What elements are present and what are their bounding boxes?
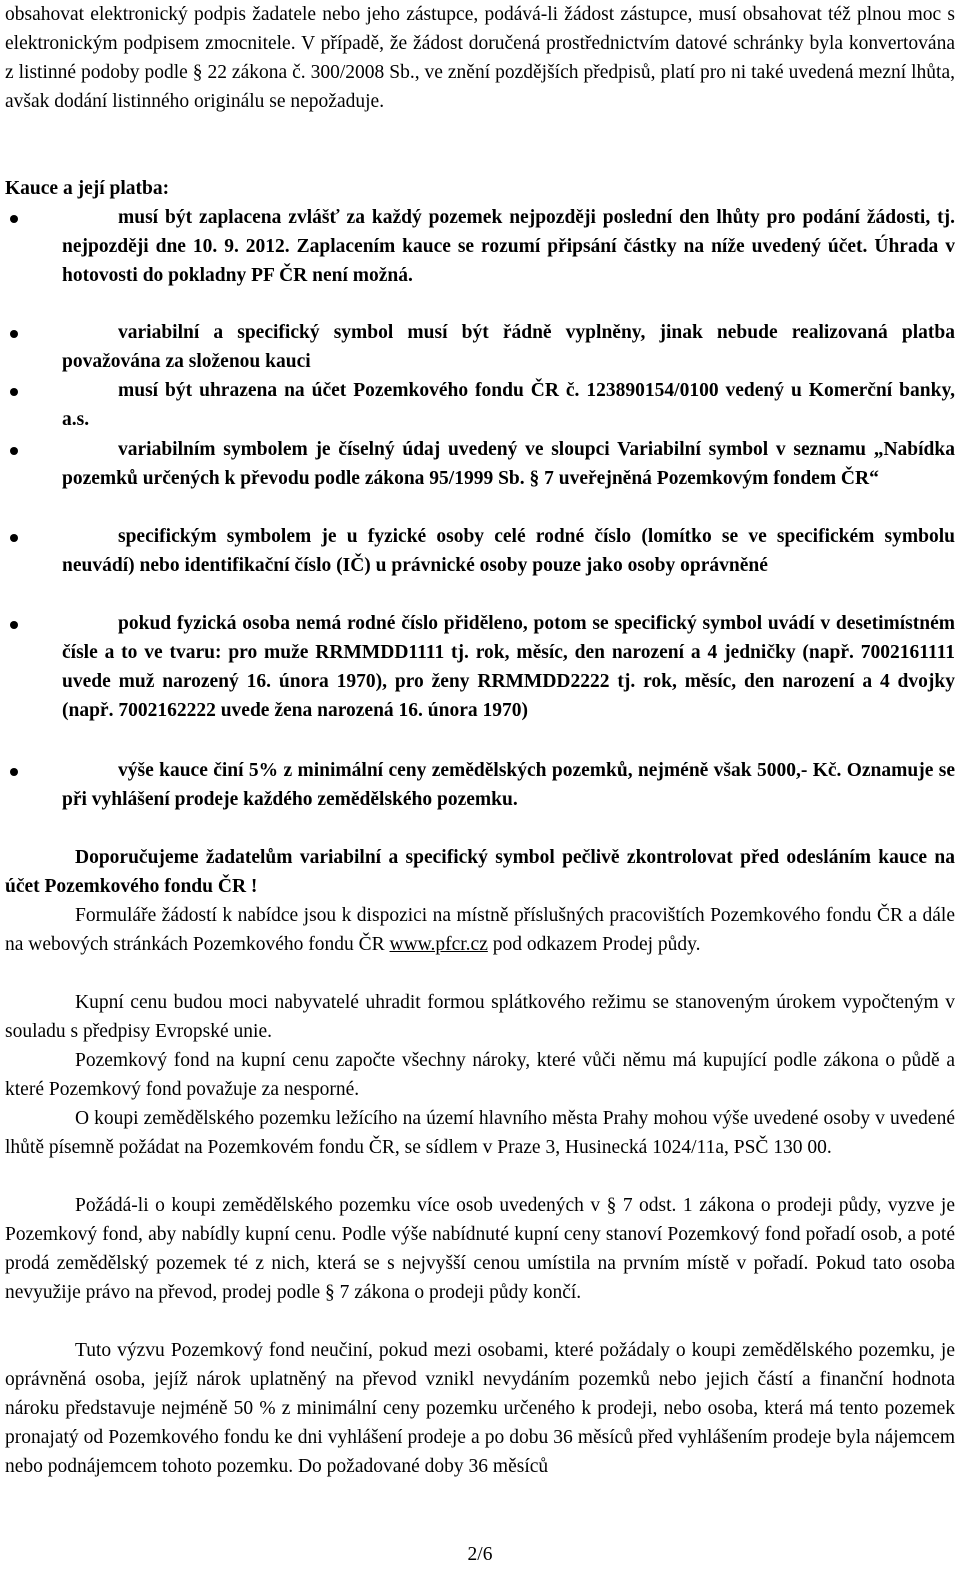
forms-paragraph <box>5 901 955 959</box>
bullet-icon <box>10 621 18 629</box>
kauce-item <box>62 376 955 434</box>
body-paragraph <box>5 1104 955 1162</box>
kauce-item <box>62 756 955 814</box>
pfcr-website-link[interactable]: www.pfcr.cz <box>389 934 488 955</box>
kauce-item-text: variabilní a specifický symbol musí být řádně vyplněny, jinak nebude realizovaná platba považována za složenou kauci <box>62 322 955 372</box>
kauce-item <box>62 435 955 493</box>
forms-text-after: pod odkazem Prodej půdy. <box>487 934 701 955</box>
page-number: 2/6 <box>467 1544 493 1565</box>
kauce-item <box>62 522 955 580</box>
bullet-icon <box>10 215 18 223</box>
kauce-item-text: pokud fyzická osoba nemá rodné číslo přiděleno, potom se specifický symbol uvádí v desetimístném čísle a to ve tvaru: pro muže RRMMDD1111 tj. rok, měsíc, den narození a 4 jedničky (např. 7002161111 uvede muž narozený 16. února 1970), pro ženy RRMMDD2222 tj. rok, měsíc, den narození a 4 dvojky (např. 7002162222 uvede žena narozená 16. února 1970) <box>62 613 955 721</box>
paragraph-text: Tuto výzvu Pozemkový fond neučiní, pokud mezi osobami, které požádaly o koupi zemědělského pozemku, je oprávněná osoba, jejíž nárok uplatněný na převod vznikl nevydáním pozemků nebo jejich částí a finanční hodnota nároku představuje nejméně 50 % z minimální ceny pozemku určeného k prodeji, nebo osoba, která má tento pozemek pronajatý od Pozemkového fondu ke dni vyhlášení prodeje a po dobu 36 měsíců před vyhlášením prodeje byla nájemcem nebo podnájemcem tohoto pozemku. Do požadované doby 36 měsíců <box>5 1340 955 1477</box>
kauce-item <box>62 318 955 376</box>
forms-text: Formuláře žádostí k nabídce jsou k dispozici na místně příslušných pracovištích Pozemkového fondu ČR a dále na webových stránkách Pozemkového fondu ČR <box>5 905 955 955</box>
body-paragraph <box>5 1046 955 1104</box>
kauce-item-text: variabilním symbolem je číselný údaj uvedený ve sloupci Variabilní symbol v seznamu „Nabídka pozemků určených k převodu podle zákona 95/1999 Sb. § 7 uveřejněná Pozemkovým fondem ČR“ <box>62 439 955 489</box>
paragraph-text: Kupní cenu budou moci nabyvatelé uhradit formou splátkového režimu se stanoveným úrokem vypočteným v souladu s předpisy Evropské unie. <box>5 992 955 1042</box>
kauce-item-text: výše kauce činí 5% z minimální ceny zemědělských pozemků, nejméně však 5000,- Kč. Oznamuje se při vyhlášení prodeje každého zemědělského pozemku. <box>62 760 955 810</box>
bullet-icon <box>10 447 18 455</box>
recommendation-paragraph <box>5 843 955 901</box>
bullet-icon <box>10 330 18 338</box>
intro-paragraph: obsahovat elektronický podpis žadatele nebo jeho zástupce, podává-li žádost zástupce, musí obsahovat též plnou moc s elektronickým podpisem zmocnitele. V případě, že žádost doručená prostřednictvím datové schránky byla konvertována z listinné podoby podle § 22 zákona č. 300/2008 Sb., ve znění pozdějších předpisů, platí pro ni také uvedená mezní lhůta, avšak dodání listinného originálu se nepožaduje. <box>5 4 955 112</box>
bullet-icon <box>10 388 18 396</box>
bullet-icon <box>10 768 18 776</box>
paragraph-text: Pozemkový fond na kupní cenu započte všechny nároky, které vůči němu má kupující podle zákona o půdě a které Pozemkový fond považuje za nesporné. <box>5 1050 955 1100</box>
kauce-item-text: musí být uhrazena na účet Pozemkového fondu ČR č. 123890154/0100 vedený u Komerční banky, a.s. <box>62 380 955 430</box>
kauce-item-text: specifickým symbolem je u fyzické osoby celé rodné číslo (lomítko se ve specifickém symbolu neuvádí) nebo identifikační číslo (IČ) u právnické osoby pouze jako osoby oprávněné <box>62 526 955 576</box>
kauce-heading: Kauce a její platba: <box>5 178 170 199</box>
bullet-icon <box>10 534 18 542</box>
kauce-item <box>62 203 955 290</box>
paragraph-text: Požádá-li o koupi zemědělského pozemku více osob uvedených v § 7 odst. 1 zákona o prodeji půdy, vyzve je Pozemkový fond, aby nabídly kupní cenu. Podle výše nabídnuté kupní ceny stanoví Pozemkový fond pořadí osob, a poté prodá zemědělský pozemek té z nich, která se s nejvyšší cenou umístila na prvním místě v pořadí. Pokud tato osoba nevyužije právo na převod, prodej podle § 7 zákona o prodeji půdy končí. <box>5 1195 955 1303</box>
body-paragraph <box>5 1191 955 1307</box>
recommendation-text: Doporučujeme žadatelům variabilní a specifický symbol pečlivě zkontrolovat před odesláním kauce na účet Pozemkového fondu ČR ! <box>5 847 955 897</box>
paragraph-text: O koupi zemědělského pozemku ležícího na území hlavního města Prahy mohou výše uvedené osoby v uvedené lhůtě písemně požádat na Pozemkovém fondu ČR, se sídlem v Praze 3, Husinecká 1024/11a, PSČ 130 00. <box>5 1108 955 1158</box>
body-paragraph <box>5 988 955 1046</box>
body-paragraph <box>5 1336 955 1481</box>
kauce-item-text: musí být zaplacena zvlášť za každý pozemek nejpozději poslední den lhůty pro podání žádosti, tj. nejpozději dne 10. 9. 2012. Zaplacením kauce se rozumí připsání částky na níže uvedený účet. Úhrada v hotovosti do pokladny PF ČR není možná. <box>62 207 955 286</box>
kauce-item <box>62 609 955 725</box>
